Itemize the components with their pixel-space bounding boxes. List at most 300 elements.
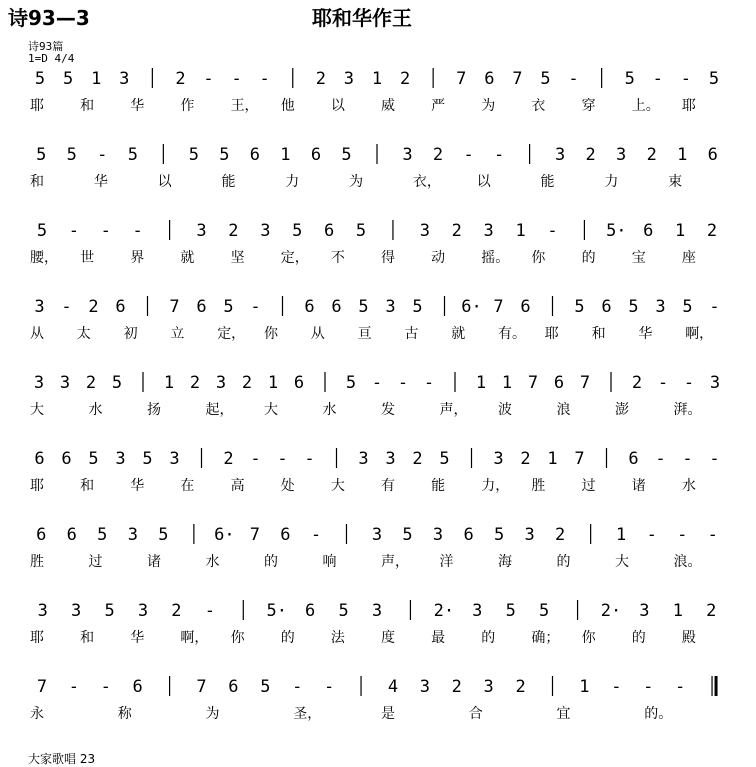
lyric-syllable: 不 xyxy=(330,250,345,266)
note: 2 xyxy=(399,69,411,89)
lyric-syllable: 大 xyxy=(264,402,278,418)
lyric-syllable: 威 xyxy=(381,98,395,114)
lyric-syllable: 水 xyxy=(88,402,103,418)
lyric-syllable: 束 xyxy=(668,174,683,190)
note: 5 xyxy=(36,221,48,241)
note: - xyxy=(568,69,579,89)
lyric-syllable: 和 xyxy=(80,478,95,494)
note: 5 xyxy=(708,69,720,89)
note: 3 xyxy=(260,221,271,241)
score-row xyxy=(30,220,717,266)
key-signature: 1=D 4/4 xyxy=(28,52,75,65)
lyric-syllable: 以 xyxy=(476,174,491,190)
note: 2 xyxy=(520,449,531,469)
note: 5 xyxy=(574,297,585,317)
note: 1 xyxy=(515,221,526,241)
note: 7 xyxy=(456,69,467,89)
lyric-syllable: 华 xyxy=(638,326,653,342)
note: 6 xyxy=(310,145,322,165)
note: 6 xyxy=(628,449,639,469)
lyric-syllable: 耶 xyxy=(681,98,696,114)
note: 2· xyxy=(600,601,622,621)
note: - xyxy=(675,677,686,697)
note: 3 xyxy=(169,449,180,469)
note: 6 xyxy=(132,677,143,697)
note: 2 xyxy=(241,373,253,393)
lyric-syllable: 得 xyxy=(381,250,395,266)
note: 5 xyxy=(158,525,169,545)
note: 6 xyxy=(228,677,239,697)
note: 2 xyxy=(189,373,201,393)
lyric-syllable: 法 xyxy=(330,630,345,646)
note: 3 xyxy=(419,677,430,697)
note: 2 xyxy=(451,677,462,697)
note: - xyxy=(423,373,435,393)
note: - xyxy=(203,69,214,89)
lyric-syllable: 的 xyxy=(556,554,571,570)
note: 6 xyxy=(553,373,565,393)
lyric-syllable: 大 xyxy=(330,478,345,494)
note: - xyxy=(371,373,383,393)
note: - xyxy=(61,297,72,317)
note: 6· xyxy=(214,525,235,545)
note: 5 xyxy=(439,449,450,469)
note: - xyxy=(97,145,108,165)
lyric-syllable: 为 xyxy=(205,706,220,722)
note: - xyxy=(493,145,505,165)
lyric-syllable: 穿 xyxy=(581,98,596,114)
note: 6 xyxy=(280,525,291,545)
lyric-syllable: 衣， xyxy=(412,174,441,190)
note: 3 xyxy=(119,69,130,89)
lyric-syllable: 在 xyxy=(180,478,195,494)
note: 5 xyxy=(540,69,551,89)
lyric-syllable: 的 xyxy=(481,630,496,646)
note: 1 xyxy=(163,373,175,393)
lyric-syllable: 发 xyxy=(381,402,395,418)
lyric-syllable: 定， xyxy=(280,250,309,266)
lyric-syllable: 初 xyxy=(123,326,138,342)
note: 3 xyxy=(419,221,430,241)
lyric-syllable: 你 xyxy=(531,250,546,266)
lyric-syllable: 古 xyxy=(404,326,419,342)
lyric-syllable: 立 xyxy=(170,326,185,342)
note: 5 xyxy=(111,373,123,393)
lyric-syllable: 上。 xyxy=(631,98,660,114)
note: 3 xyxy=(59,373,71,393)
lyric-syllable: 过 xyxy=(88,554,103,570)
note: 3 xyxy=(524,525,535,545)
lyric-syllable: 水 xyxy=(205,554,220,570)
score-row xyxy=(30,144,718,190)
note: - xyxy=(132,221,143,241)
note: - xyxy=(611,677,622,697)
lyric-syllable: 湃。 xyxy=(673,402,702,418)
lyric-syllable: 的 xyxy=(264,554,278,570)
note: 3 xyxy=(358,449,369,469)
note: 2 xyxy=(88,297,99,317)
note: - xyxy=(277,449,288,469)
note: - xyxy=(397,373,409,393)
note: 5 xyxy=(341,145,352,165)
note: 6 xyxy=(196,297,207,317)
note: - xyxy=(709,449,720,469)
note: 6 xyxy=(331,297,342,317)
note: 6 xyxy=(463,525,474,545)
lyric-syllable: 和 xyxy=(80,98,95,114)
lyric-syllable: 耶 xyxy=(30,98,44,114)
note: 3 xyxy=(33,373,45,393)
note: 6 xyxy=(707,145,718,165)
note: 2 xyxy=(315,69,326,89)
note: 3 xyxy=(34,297,45,317)
note: 6 xyxy=(115,297,126,317)
note: 5 xyxy=(88,449,99,469)
note: 2 xyxy=(85,373,97,393)
lyric-syllable: 声， xyxy=(381,554,409,570)
note: 7 xyxy=(249,525,261,545)
lyric-syllable: 扬 xyxy=(147,402,161,418)
lyric-syllable: 有。 xyxy=(498,326,526,342)
note: 1 xyxy=(280,145,291,165)
note: - xyxy=(204,601,215,621)
note: 5 xyxy=(292,221,303,241)
lyric-syllable: 有 xyxy=(381,478,395,494)
note: 6 xyxy=(305,601,316,621)
lyric-syllable: 诸 xyxy=(631,478,646,494)
lyric-syllable: 能 xyxy=(540,174,555,190)
lyric-syllable: 耶 xyxy=(30,478,44,494)
lyric-syllable: 坚 xyxy=(230,250,245,266)
note: 7 xyxy=(169,297,180,317)
note: 2 xyxy=(171,601,182,621)
song-title: 耶和华作王 xyxy=(312,6,412,30)
note: 5 xyxy=(412,297,423,317)
note: 3 xyxy=(71,601,82,621)
note: 5 xyxy=(358,297,369,317)
lyric-syllable: 衣 xyxy=(531,98,546,114)
lyric-syllable: 为 xyxy=(481,98,496,114)
lyric-syllable: 你 xyxy=(264,326,278,342)
note: 5 xyxy=(97,525,108,545)
note: 3 xyxy=(709,373,721,393)
note: 6· xyxy=(461,297,482,317)
note: 7 xyxy=(527,373,539,393)
note: 6 xyxy=(484,69,495,89)
lyric-syllable: 以 xyxy=(157,174,172,190)
lyric-syllable: 大 xyxy=(615,554,629,570)
lyric-syllable: 殿 xyxy=(681,630,696,646)
note: 1 xyxy=(475,373,487,393)
lyric-syllable: 华 xyxy=(130,630,145,646)
lyric-syllable: 作 xyxy=(180,98,195,114)
note: 5 xyxy=(402,525,413,545)
lyric-syllable: 座 xyxy=(681,250,696,266)
note: - xyxy=(646,525,657,545)
score-row xyxy=(30,448,720,494)
lyric-syllable: 亘 xyxy=(357,326,372,342)
note: - xyxy=(304,449,315,469)
lyric-syllable: 啊， xyxy=(685,326,714,342)
note: - xyxy=(643,677,654,697)
note: - xyxy=(100,221,111,241)
song-number: 诗93—3 xyxy=(8,6,90,30)
note: 7 xyxy=(574,449,585,469)
lyric-syllable: 诸 xyxy=(147,554,161,570)
note: - xyxy=(250,449,261,469)
lyric-syllable: 度 xyxy=(381,630,395,646)
lyric-syllable: 力， xyxy=(481,478,510,494)
note: - xyxy=(655,449,666,469)
lyric-syllable: 波 xyxy=(498,402,512,418)
note: - xyxy=(683,373,695,393)
note: - xyxy=(707,525,718,545)
note: 6 xyxy=(34,449,45,469)
lyric-syllable: 起， xyxy=(205,402,234,418)
note: 1 xyxy=(579,677,590,697)
note: 5 xyxy=(223,297,234,317)
lyric-syllable: 力 xyxy=(604,174,619,190)
note: - xyxy=(324,677,335,697)
lyric-syllable: 确； xyxy=(531,630,560,646)
lyric-syllable: 的 xyxy=(581,250,596,266)
note: 2 xyxy=(228,221,239,241)
note: - xyxy=(292,677,303,697)
lyric-syllable: 华 xyxy=(93,174,108,190)
note: 5 xyxy=(355,221,367,241)
lyric-syllable: 过 xyxy=(581,478,596,494)
lyric-syllable: 为 xyxy=(349,174,364,190)
lyric-syllable: 浪 xyxy=(556,402,571,418)
note: 2 xyxy=(706,221,718,241)
note: 1 xyxy=(547,449,558,469)
note: 3 xyxy=(639,601,650,621)
note: 5 xyxy=(66,145,77,165)
lyric-syllable: 圣， xyxy=(293,706,322,722)
psalm-reference: 诗93篇 xyxy=(28,40,64,53)
note: 5 xyxy=(36,145,47,165)
note: 3 xyxy=(115,449,126,469)
note: 1 xyxy=(91,69,102,89)
note: 5 xyxy=(539,601,550,621)
note: 6 xyxy=(520,297,531,317)
lyric-syllable: 的 xyxy=(280,630,295,646)
lyric-syllable: 太 xyxy=(76,326,91,342)
score-row xyxy=(30,676,716,722)
note: - xyxy=(657,373,669,393)
note: 2 xyxy=(223,449,234,469)
note: 6 xyxy=(643,221,654,241)
note: 5 xyxy=(104,601,115,621)
note: - xyxy=(652,69,663,89)
note: 3 xyxy=(371,525,383,545)
note: 3 xyxy=(655,297,666,317)
lyric-syllable: 你 xyxy=(581,630,596,646)
note: 5 xyxy=(682,297,693,317)
lyric-syllable: 处 xyxy=(280,478,295,494)
note: 5 xyxy=(62,69,74,89)
lyric-syllable: 王， xyxy=(230,98,259,114)
lyric-syllable: 水 xyxy=(681,478,696,494)
note: 5 xyxy=(624,69,635,89)
note: 3 xyxy=(483,221,494,241)
note: 3 xyxy=(127,525,138,545)
note: 6 xyxy=(66,525,77,545)
lyric-syllable: 啊， xyxy=(180,630,209,646)
note: 1 xyxy=(677,145,688,165)
note: 5 xyxy=(260,677,271,697)
note: - xyxy=(68,221,79,241)
lyric-syllable: 浪。 xyxy=(673,554,702,570)
note: 2 xyxy=(555,525,566,545)
note: 2· xyxy=(433,601,455,621)
note: 2 xyxy=(585,145,596,165)
lyric-syllable: 腰， xyxy=(30,250,58,266)
lyric-syllable: 胜 xyxy=(531,478,546,494)
score-row xyxy=(30,68,719,114)
note: 5 xyxy=(628,297,639,317)
lyric-syllable: 定， xyxy=(217,326,246,342)
lyric-syllable: 界 xyxy=(130,250,145,266)
score-row xyxy=(30,296,720,342)
lyric-syllable: 的。 xyxy=(644,706,673,722)
note: 1 xyxy=(501,373,513,393)
lyric-syllable: 声， xyxy=(439,402,468,418)
lyric-syllable: 耶 xyxy=(544,326,559,342)
score-row xyxy=(30,372,720,418)
lyric-syllable: 世 xyxy=(80,250,95,266)
note: 1 xyxy=(616,525,627,545)
lyric-syllable: 能 xyxy=(431,478,446,494)
note: - xyxy=(547,221,558,241)
note: 3 xyxy=(402,145,413,165)
lyric-syllable: 是 xyxy=(381,706,395,722)
note: 7 xyxy=(196,677,207,697)
note: 6 xyxy=(36,525,47,545)
note: 3 xyxy=(616,145,627,165)
lyric-syllable: 华 xyxy=(130,98,145,114)
lyric-syllable: 的 xyxy=(631,630,646,646)
note: 1 xyxy=(675,221,686,241)
lyric-syllable: 称 xyxy=(117,706,132,722)
note: 5 xyxy=(219,145,230,165)
note: 7 xyxy=(36,677,48,697)
note: 3 xyxy=(472,601,483,621)
note: 2 xyxy=(175,69,186,89)
source-footer: 大家歌唱 23 xyxy=(28,752,96,766)
lyric-syllable: 就 xyxy=(180,250,195,266)
note: 6 xyxy=(601,297,612,317)
lyric-syllable: 和 xyxy=(591,326,606,342)
note: - xyxy=(677,525,688,545)
note: 3 xyxy=(555,145,566,165)
note: 5 xyxy=(505,601,516,621)
lyric-syllable: 海 xyxy=(498,554,512,570)
lyric-syllable: 合 xyxy=(468,706,483,722)
note: 3 xyxy=(215,373,227,393)
lyric-syllable: 摇。 xyxy=(481,250,510,266)
lyric-syllable: 你 xyxy=(230,630,245,646)
lyric-syllable: 响 xyxy=(322,554,337,570)
note: - xyxy=(250,297,261,317)
note: 3 xyxy=(371,601,383,621)
score-row xyxy=(30,524,718,570)
note: - xyxy=(682,449,693,469)
lyric-syllable: 高 xyxy=(230,478,245,494)
note: 3 xyxy=(385,449,396,469)
note: 3 xyxy=(483,677,494,697)
note: 3 xyxy=(385,297,396,317)
lyric-syllable: 永 xyxy=(30,706,44,722)
lyric-syllable: 水 xyxy=(322,402,337,418)
note: 5· xyxy=(266,601,287,621)
note: - xyxy=(463,145,474,165)
note: 3 xyxy=(37,601,48,621)
lyric-syllable: 华 xyxy=(130,478,145,494)
note: 7 xyxy=(579,373,591,393)
note: 5 xyxy=(338,601,349,621)
note: 5 xyxy=(188,145,199,165)
lyric-syllable: 澎 xyxy=(615,402,629,418)
lyric-syllable: 他 xyxy=(280,98,295,114)
note: 2 xyxy=(432,145,444,165)
note: 3 xyxy=(432,525,444,545)
note: 7 xyxy=(512,69,523,89)
lyric-syllable: 宜 xyxy=(556,706,571,722)
note: 3 xyxy=(196,221,207,241)
note: - xyxy=(100,677,111,697)
note: - xyxy=(259,69,270,89)
note: 5 xyxy=(493,525,505,545)
note: 5 xyxy=(345,373,357,393)
note: 4 xyxy=(387,677,399,697)
score-row xyxy=(30,600,716,646)
note: 2 xyxy=(515,677,526,697)
note: 6 xyxy=(304,297,315,317)
note: 1 xyxy=(267,373,279,393)
lyric-syllable: 宝 xyxy=(631,250,646,266)
lyric-syllable: 从 xyxy=(310,326,325,342)
lyric-syllable: 洋 xyxy=(439,554,454,570)
note: 2 xyxy=(451,221,462,241)
note: 1 xyxy=(371,69,383,89)
note: - xyxy=(231,69,242,89)
lyric-syllable: 胜 xyxy=(30,554,44,570)
lyric-syllable: 力 xyxy=(285,174,300,190)
note: 3 xyxy=(137,601,149,621)
note: 1 xyxy=(672,601,683,621)
note: 6 xyxy=(61,449,72,469)
note: 5 xyxy=(142,449,153,469)
note: 6 xyxy=(324,221,335,241)
lyric-syllable: 严 xyxy=(431,98,446,114)
note: - xyxy=(68,677,79,697)
lyric-syllable: 和 xyxy=(30,174,44,190)
note: 6 xyxy=(249,145,261,165)
note: 3 xyxy=(343,69,355,89)
note: 2 xyxy=(412,449,423,469)
note: - xyxy=(709,297,720,317)
lyric-syllable: 就 xyxy=(451,326,466,342)
note: - xyxy=(310,525,322,545)
lyric-syllable: 以 xyxy=(330,98,345,114)
note: 2 xyxy=(631,373,643,393)
lyric-syllable: 从 xyxy=(30,326,44,342)
note: 5 xyxy=(127,145,138,165)
lyric-syllable: 耶 xyxy=(30,630,44,646)
note: - xyxy=(680,69,692,89)
note: 2 xyxy=(646,145,657,165)
